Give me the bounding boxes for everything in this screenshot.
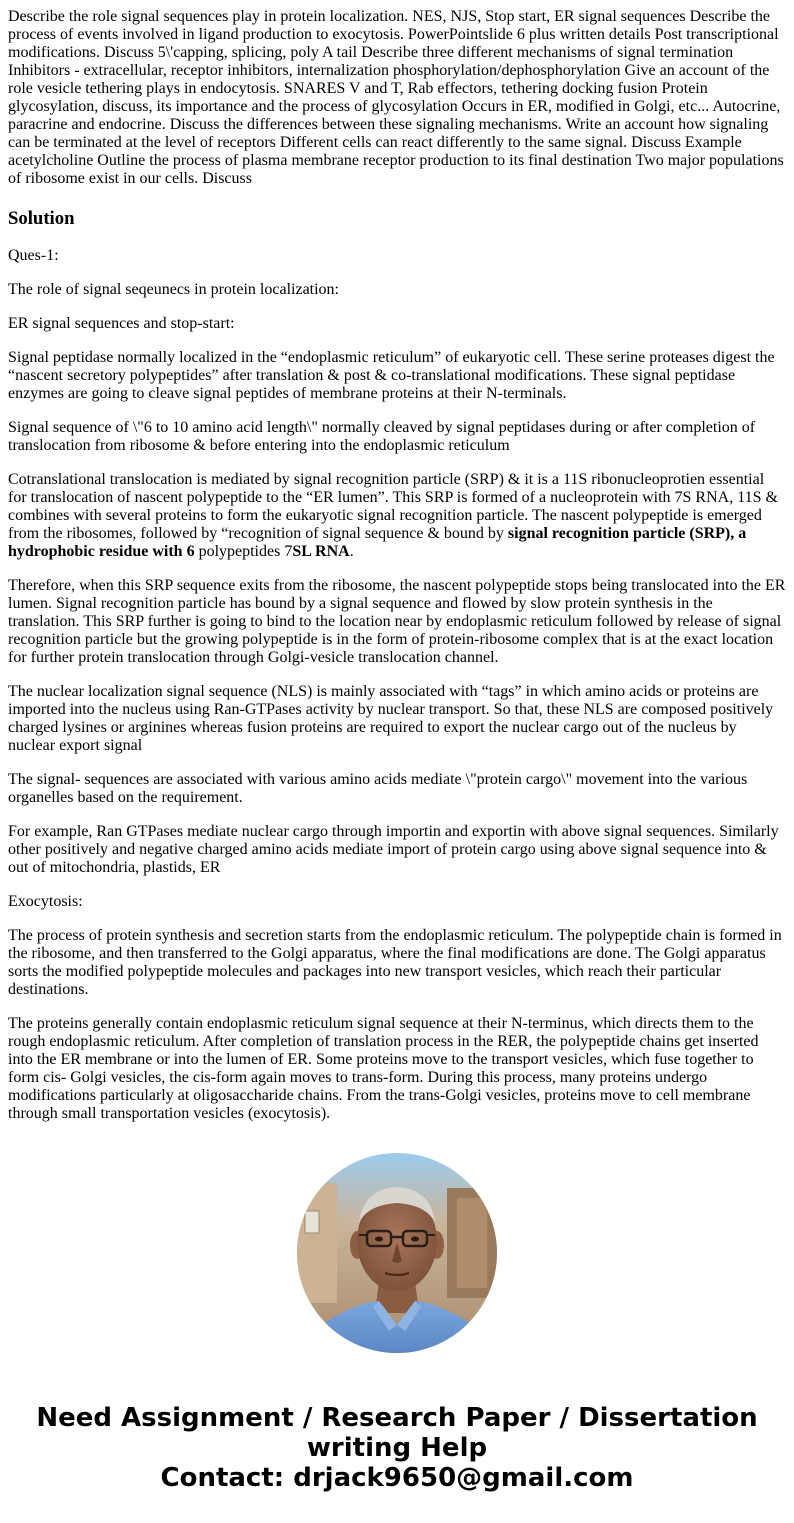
author-photo [297,1153,497,1353]
srp-bold-text: signal recognition particle (SRP), a hydrophobic residue with 6 [8,525,747,560]
paragraph-ques-label: Ques-1: [8,247,59,264]
promo-contact: Contact: drjack9650@gmail.com [160,1463,634,1493]
paragraph-er-signal-heading: ER signal sequences and stop-start: [8,315,235,332]
document-body [8,8,786,1139]
paragraph-role-heading: The role of signal seqeunecs in protein localization: [8,281,339,298]
paragraph-signal-peptidase: Signal peptidase normally localized in the “endoplasmic reticulum” of eukaryotic cell. These serine proteases digest the “nascent secretory polypeptides” after translation & post & co-translational modifications. These signal peptidase enzymes are going to cleave signal peptides of membrane proteins at their N-terminals. [8,349,775,402]
author-avatar [297,1153,497,1353]
paragraph-er-signal-n-terminus: The proteins generally contain endoplasmic reticulum signal sequence at their N-terminus, which directs them to the rough endoplasmic reticulum. After completion of translation process in the RER, the polypeptide chains get inserted into the ER membrane or into the lumen of ER. Some proteins move to the transport vesicles, which fuse together to form cis- Golgi vesicles, the cis-form again moves to trans-form. During this process, many proteins undergo modifications particularly at oligosaccharide chains. From the trans-Golgi vesicles, proteins move to cell membrane through small transportation vesicles (exocytosis). [8,1015,759,1122]
period-text: . [349,543,354,560]
paragraph-srp-exit: Therefore, when this SRP sequence exits from the ribosome, the nascent polypeptide stops being translocated into the ER lumen. Signal recognition particle has bound by a signal sequence and flowed by slow protein synthesis in the translation. This SRP further is going to bind to the location near by endoplasmic reticulum followed by release of signal recognition particle but the growing polypeptide is in the form of protein-ribosome complex that is at the exact location for further protein translocation through Golgi-vesicle translocation channel. [8,577,786,666]
cotranslational-text: Cotranslational translocation is mediated by signal recognition particle (SRP) & it is a 11S ribonucleoprotien essential for translocation of nascent polypeptide to the “ER lumen”. This SRP is formed of a nucleoprotein with 7S RNA, 11S & combines with several proteins to form the eukaryotic signal recognition particle. The nascent polypeptide is emerged from the ribosomes, followed by “recognition of signal sequence & bound by [8,471,778,542]
sl-rna-bold-text: SL RNA [292,543,350,560]
promo-banner [0,1403,794,1493]
paragraph-cotranslational [8,471,786,561]
solution-heading: Solution [8,208,75,229]
question-text: Describe the role signal sequences play in protein localization. NES, NJS, Stop start, ER signal sequences Describe the process of events involved in ligand production to exocytosis. PowerPointslide 6 plus written details Post transcriptional modifications. Discuss 5\'capping, splicing, poly A tail Describe three different mechanisms of signal termination Inhibitors - extracellular, receptor inhibitors, internalization phosphorylation/dephosphorylation Give an account of the role vesicle tethering plays in endocytosis. SNARES V and T, Rab effectors, tethering docking fusion Protein glycosylation, discuss, its importance and the process of glycosylation Occurs in ER, modified in Golgi, etc... Autocrine, paracrine and endocrine. Discuss the differences between these signaling mechanisms. Write an account how signaling can be terminated at the level of receptors Different cells can react differently to the same signal. Discuss Example acetylcholine Outline the process of plasma membrane receptor production to its final destination Two major populations of ribosome exist in our cells. Discuss [8,8,784,187]
paragraph-exocytosis-heading: Exocytosis: [8,893,83,910]
paragraph-ran-gtpases: For example, Ran GTPases mediate nuclear cargo through importin and exportin with above signal sequences. Similarly other positively and negative charged amino acids mediate import of protein cargo using above signal sequence into & out of mitochondria, plastids, ER [8,823,779,876]
paragraph-signal-sequences-cargo: The signal- sequences are associated with various amino acids mediate \"protein cargo\" movement into the various organelles based on the requirement. [8,771,748,806]
promo-line-1: Need Assignment / Research Paper / Dissertation [36,1403,758,1433]
paragraph-protein-synthesis: The process of protein synthesis and secretion starts from the endoplasmic reticulum. The polypeptide chain is formed in the ribosome, and then transferred to the Golgi apparatus, where the final modifications are done. The Golgi apparatus sorts the modified polypeptide molecules and packages into new transport vesicles, which reach their particular destinations. [8,927,782,998]
promo-line-2: writing Help [306,1433,488,1463]
paragraph-signal-sequence-length: Signal sequence of \"6 to 10 amino acid length\" normally cleaved by signal peptidases during or after completion of translocation from ribosome & before entering into the endoplasmic reticulum [8,419,756,454]
paragraph-nls: The nuclear localization signal sequence (NLS) is mainly associated with “tags” in which amino acids or proteins are imported into the nucleus using Ran-GTPases activity by nuclear transport. So that, these NLS are composed positively charged lysines or arginines whereas fusion proteins are required to export the nuclear cargo out of the nucleus by nuclear export signal [8,683,774,754]
polypeptides-text: polypeptides 7 [194,543,293,560]
